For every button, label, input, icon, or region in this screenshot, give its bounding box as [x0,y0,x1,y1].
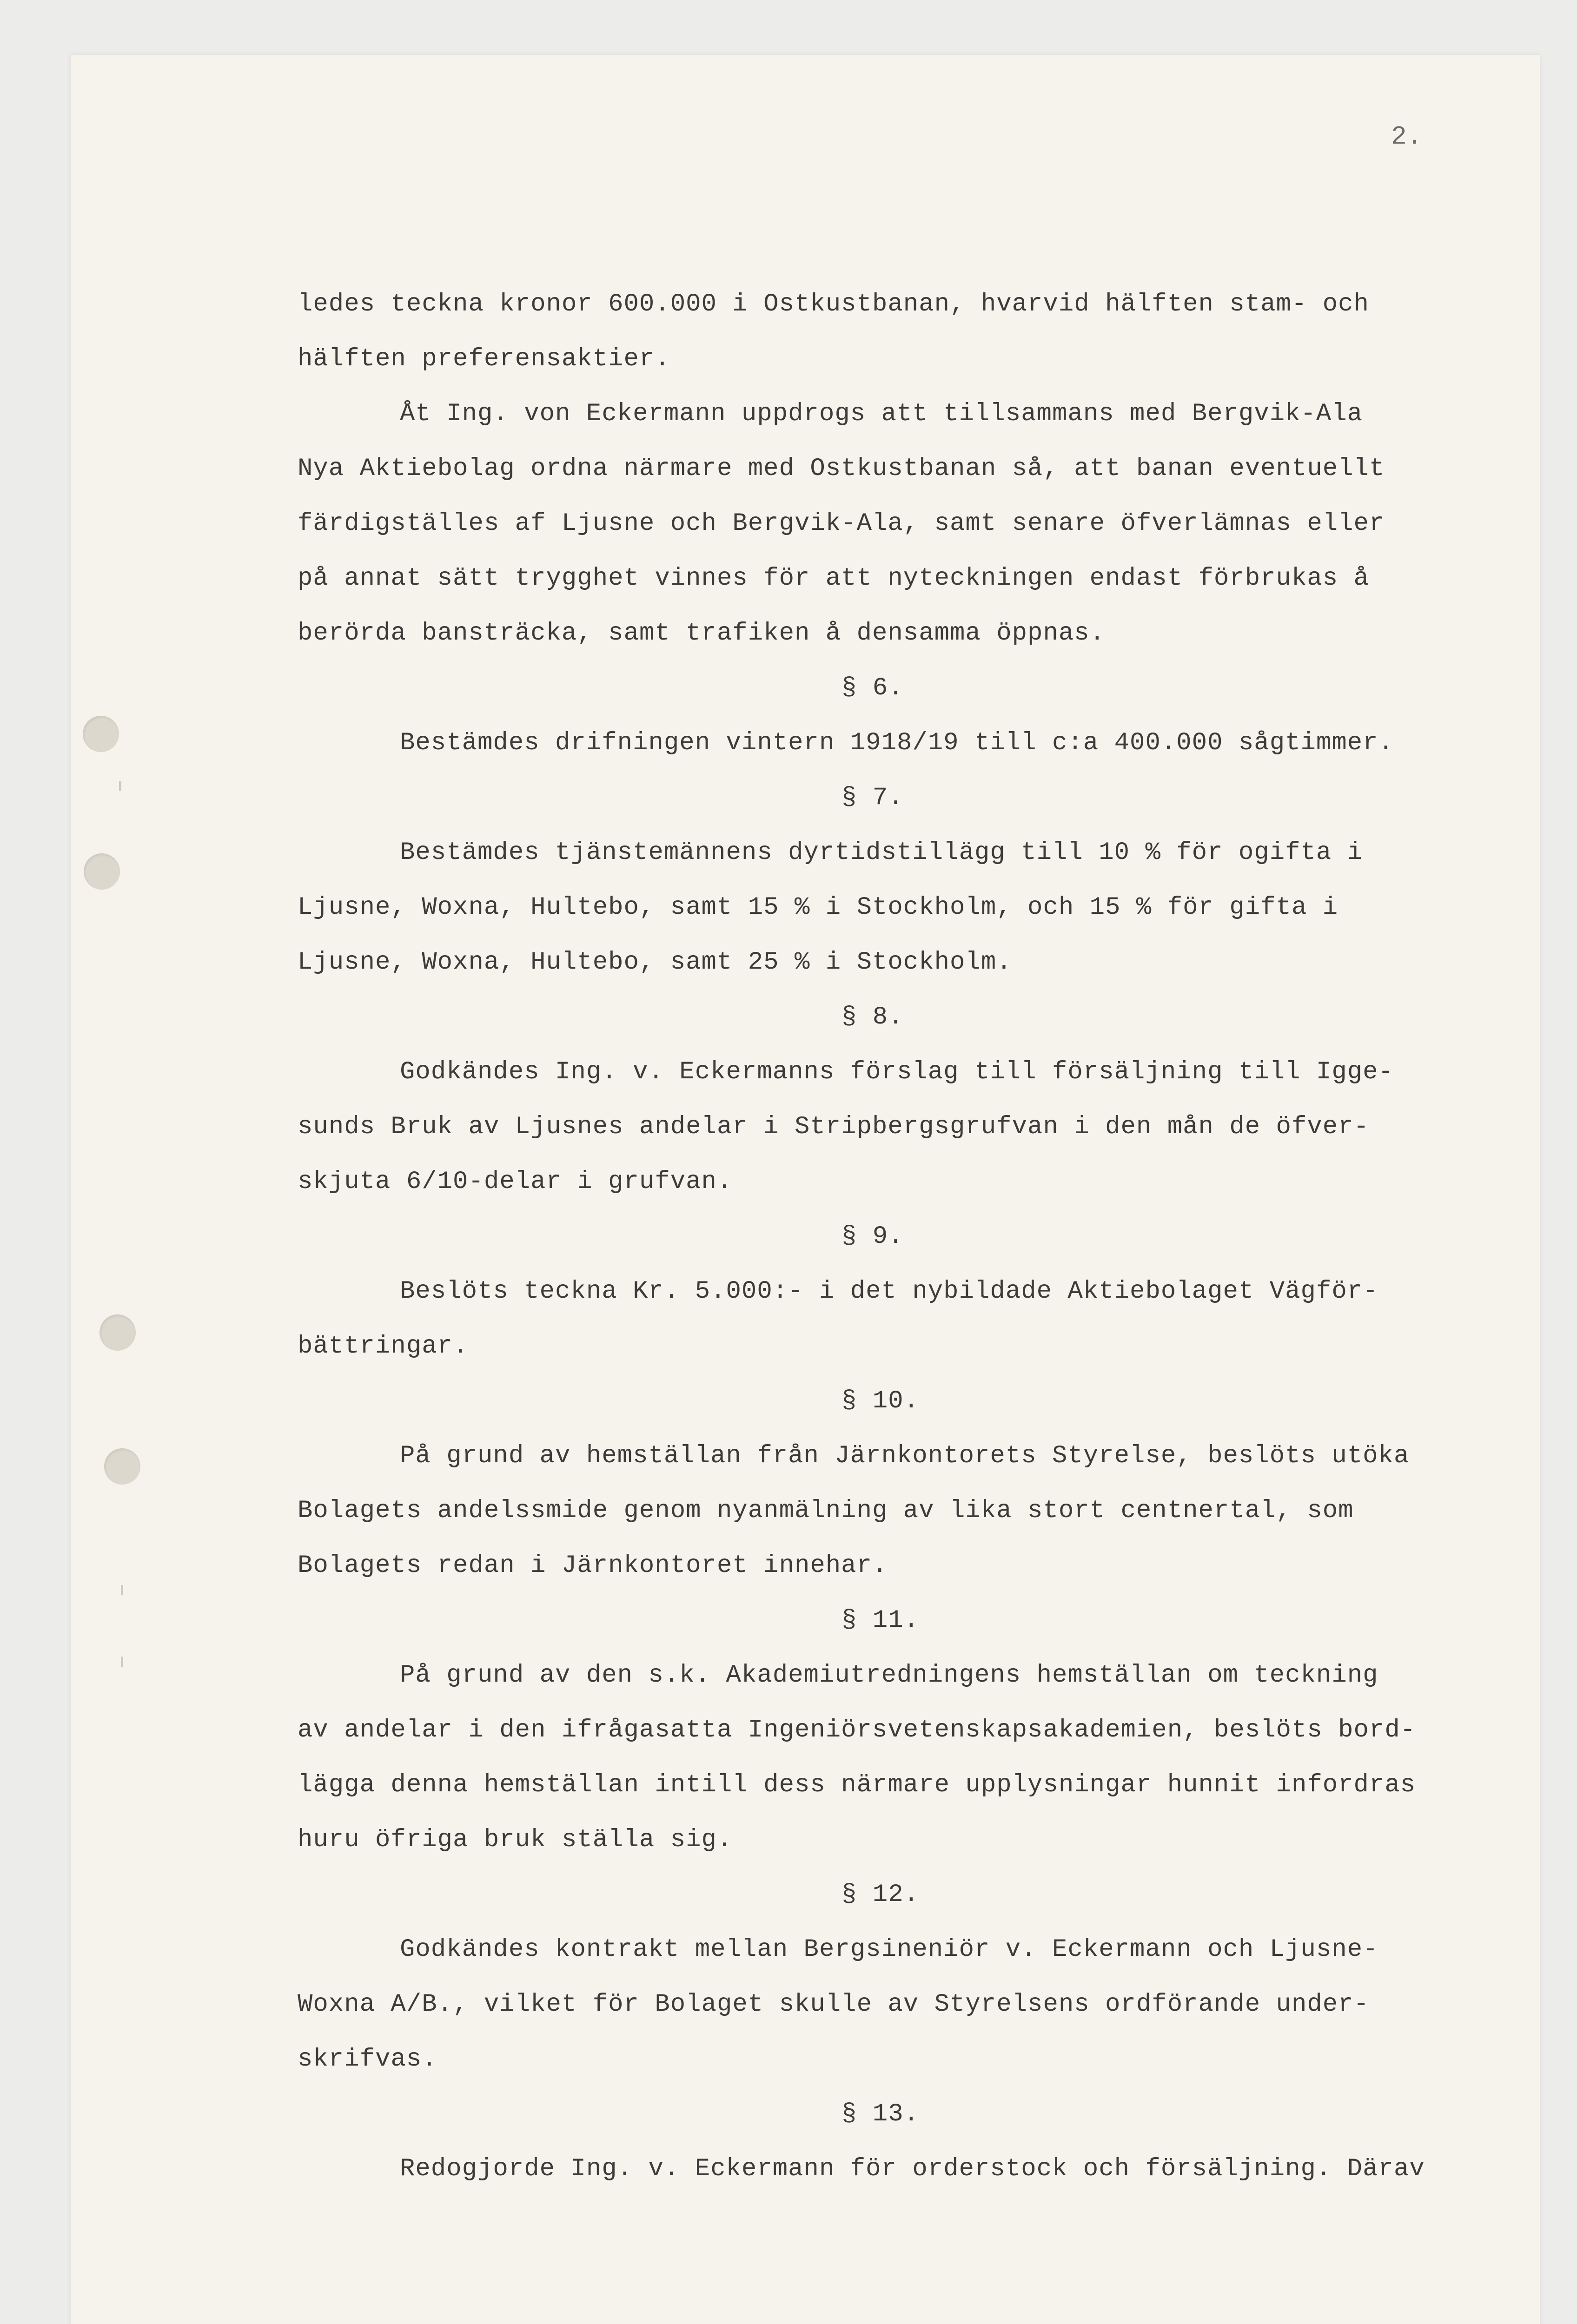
text-line: lägga denna hemställan intill dess närmare upplysningar hunnit infordras [298,1771,1416,1799]
text-line: färdigställes af Ljusne och Bergvik-Ala, samt senare öfverlämnas eller [298,509,1385,538]
text-line: Godkändes Ing. v. Eckermanns förslag till försäljning till Igge- [400,1058,1394,1086]
text-line: Bolagets redan i Järnkontoret innehar. [298,1552,888,1580]
text-line: på annat sätt trygghet vinnes för att nyteckningen endast förbrukas å [298,564,1369,593]
text-line: På grund av hemställan från Järnkontorets Styrelse, beslöts utöka [400,1442,1410,1470]
text-line: sunds Bruk av Ljusnes andelar i Stripbergsgrufvan i den mån de öfver- [298,1113,1369,1141]
text-line: Redogjorde Ing. v. Eckermann för orderstock och försäljning. Därav [400,2155,1425,2183]
punch-hole [99,1314,136,1351]
section-heading: § 7. [842,784,904,812]
text-line: Bestämdes tjänstemännens dyrtidstillägg till 10 % för ogifta i [400,838,1363,867]
text-line: ledes teckna kronor 600.000 i Ostkustbanan, hvarvid hälften stam- och [298,290,1369,318]
text-line: Nya Aktiebolag ordna närmare med Ostkustbanan så, att banan eventuellt [298,455,1385,483]
section-heading: § 12. [842,1881,920,1909]
section-heading: § 10. [842,1387,920,1415]
text-line: av andelar i den ifrågasatta Ingeniörsvetenskapsakademien, beslöts bord- [298,1716,1416,1744]
text-line: huru öfriga bruk ställa sig. [298,1826,733,1854]
text-line: hälften preferensaktier. [298,345,670,373]
punch-hole [104,1448,140,1485]
section-heading: § 11. [842,1606,920,1635]
section-heading: § 9. [842,1222,904,1251]
text-line: På grund av den s.k. Akademiutredningens hemställan om teckning [400,1661,1378,1690]
text-line: Ljusne, Woxna, Hultebo, samt 15 % i Stockholm, och 15 % för gifta i [298,893,1338,922]
text-line: skjuta 6/10-delar i grufvan. [298,1168,733,1196]
paper-mark [119,781,121,791]
text-line: Bolagets andelssmide genom nyanmälning av lika stort centnertal, som [298,1497,1354,1525]
text-line: Beslöts teckna Kr. 5.000:- i det nybildade Aktiebolaget Vägför- [400,1277,1378,1306]
text-line: Åt Ing. von Eckermann uppdrogs att tillsammans med Bergvik-Ala [400,400,1363,428]
section-heading: § 8. [842,1003,904,1031]
text-line: Woxna A/B., vilket för Bolaget skulle av Styrelsens ordförande under- [298,1990,1369,2019]
text-line: Ljusne, Woxna, Hultebo, samt 25 % i Stockholm. [298,948,1012,977]
paper-mark [121,1585,123,1595]
document-body [298,277,1497,2197]
section-heading: § 13. [842,2100,920,2128]
punch-hole [84,853,120,890]
text-line: berörda bansträcka, samt trafiken å densamma öppnas. [298,619,1106,647]
text-line: Godkändes kontrakt mellan Bergsineniör v. Eckermann och Ljusne- [400,1935,1378,1964]
paper-mark [121,1657,123,1667]
text-line: bättringar. [298,1332,469,1360]
text-line: Bestämdes drifningen vintern 1918/19 till c:a 400.000 sågtimmer. [400,729,1394,757]
page-number: 2. [1391,122,1423,152]
punch-hole [83,716,119,752]
section-heading: § 6. [842,674,904,702]
text-line: skrifvas. [298,2045,437,2073]
